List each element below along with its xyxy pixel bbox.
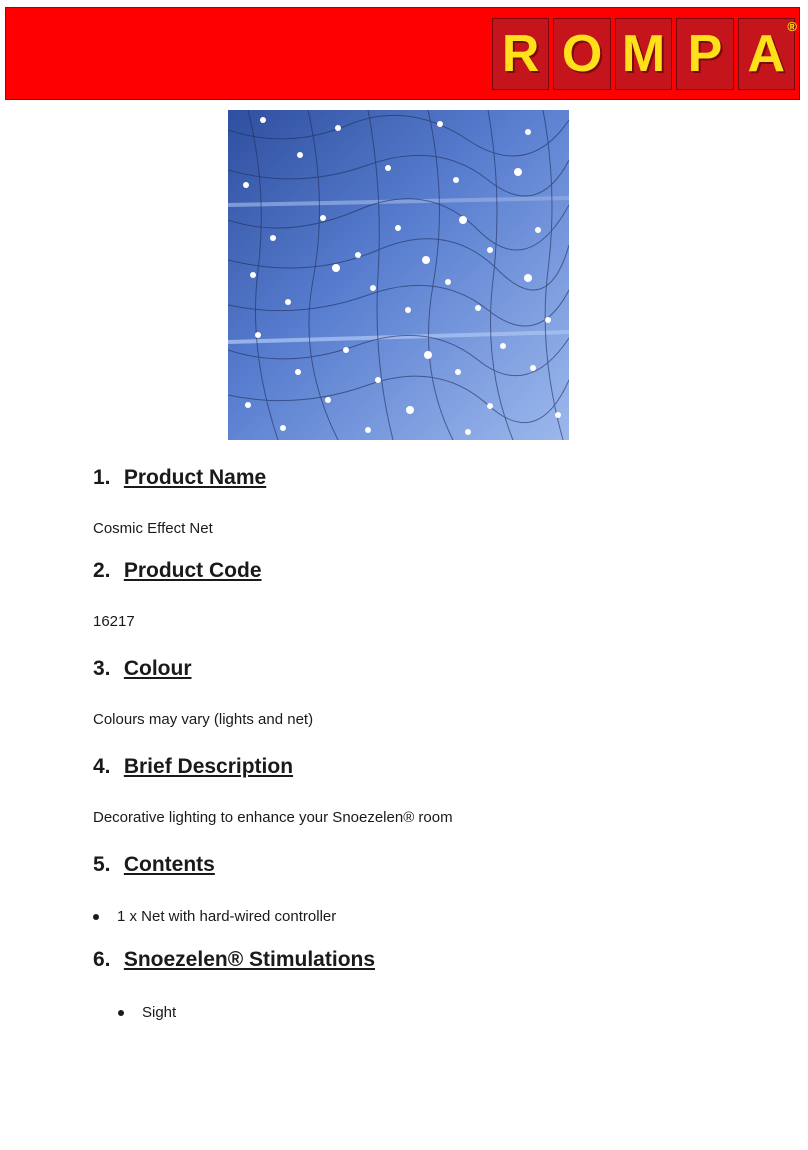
section-heading-product-name	[93, 466, 266, 490]
logo-letter: P	[676, 18, 733, 90]
list-item	[93, 908, 336, 925]
contents-item: 1 x Net with hard-wired controller	[117, 908, 337, 925]
section-heading-stimulations	[93, 948, 375, 972]
section-title: Brief Description	[123, 755, 294, 778]
logo-letter: R	[492, 18, 549, 90]
product-code-value: 16217	[93, 613, 135, 630]
section-number: 3.	[93, 657, 111, 680]
section-number: 4.	[93, 755, 111, 778]
colour-value: Colours may vary (lights and net)	[93, 711, 314, 728]
cosmic-net-photo	[228, 110, 569, 440]
section-heading-contents	[93, 853, 215, 877]
header-bar	[5, 7, 800, 100]
registered-mark: ®	[787, 19, 797, 34]
section-title: Snoezelen® Stimulations	[123, 948, 376, 971]
logo-letter: M	[615, 18, 672, 90]
section-title: Product Code	[123, 559, 262, 582]
brief-description-value: Decorative lighting to enhance your Snoezelen® room	[93, 809, 453, 826]
section-heading-product-code	[93, 559, 262, 583]
section-number: 1.	[93, 466, 111, 489]
section-title: Contents	[123, 853, 215, 876]
rompa-logo	[492, 18, 795, 90]
section-title: Colour	[123, 657, 192, 680]
stimulation-item: Sight	[142, 1004, 177, 1021]
list-item	[118, 1004, 176, 1021]
logo-letter: A	[738, 18, 795, 90]
product-photo	[228, 110, 569, 440]
section-number: 5.	[93, 853, 111, 876]
bullet-icon	[118, 1010, 124, 1016]
bullet-icon	[93, 914, 99, 920]
section-heading-brief-description	[93, 755, 293, 779]
section-title: Product Name	[123, 466, 267, 489]
logo-letter: O	[553, 18, 610, 90]
section-number: 2.	[93, 559, 111, 582]
section-number: 6.	[93, 948, 111, 971]
section-heading-colour	[93, 657, 192, 681]
product-name-value: Cosmic Effect Net	[93, 520, 213, 537]
